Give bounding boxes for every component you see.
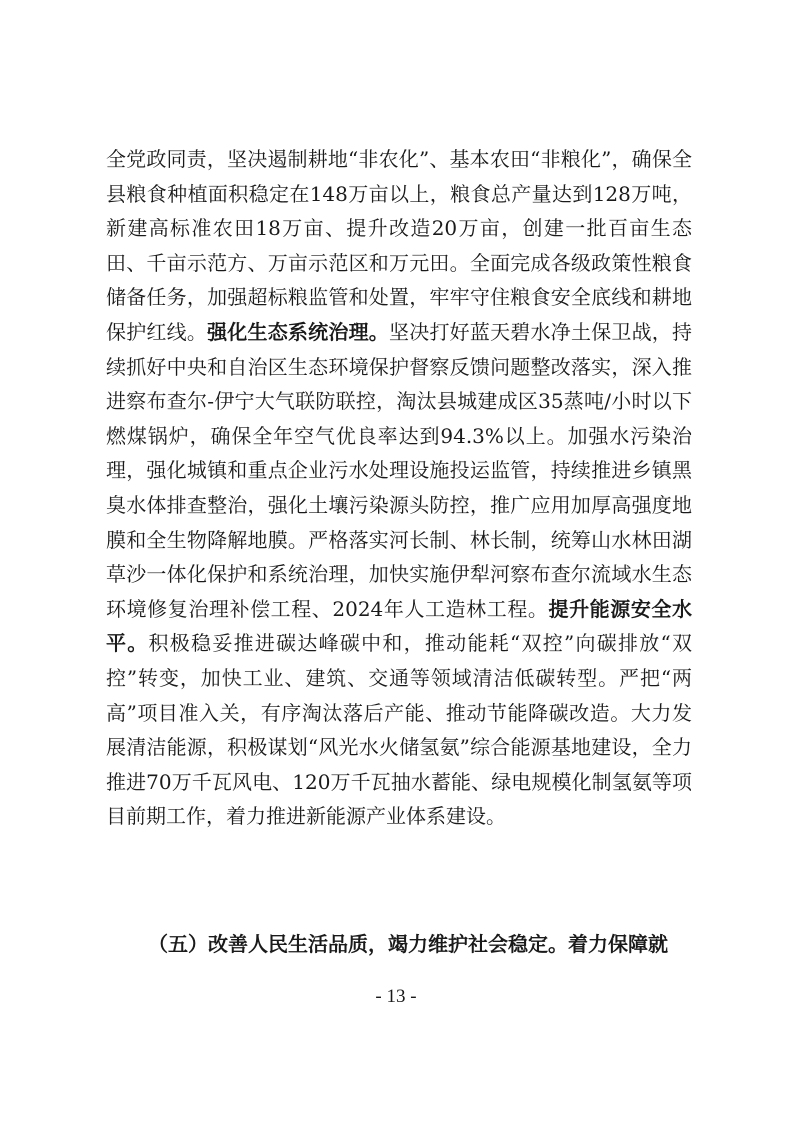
- body-paragraph: [106, 142, 692, 834]
- page-number: - 13 -: [375, 986, 417, 1007]
- paragraph-text: 坚决打好蓝天碧水净土保卫战，持续抓好中央和自治区生态环境保护督察反馈问题整改落实，深入推进察布查尔-伊宁大气联防联控，淘汰县城建成区35蒸吨/小时以下燃煤锅炉，确保全年空气优良率达到94.3%以上。加强水污染治理，强化城镇和重点企业污水处理设施投运监管，持续推进乡镇黑臭水体排查整治，强化土壤污染源头防控，推广应用加厚高强度地膜和全生物降解地膜。严格落实河长制、林长制，统筹山水林田湖草沙一体化保护和系统治理，加快实施伊犁河察布查尔流域水生态环境修复治理补偿工程、2024年人工造林工程。: [106, 319, 693, 621]
- bold-subheading-energy: 提升能源安全水平。: [106, 596, 692, 656]
- bold-subheading-ecology: 强化生态系统治理。: [207, 319, 390, 344]
- paragraph-text: 积极稳妥推进碳达峰碳中和，推动能耗“双控”向碳排放“双控”转变，加快工业、建筑、交通等领域清洁低碳转型。严把“两高”项目准入关，有序淘汰落后产能、推动节能降碳改造。大力发展清洁能源，积极谋划“风光水火储氢氨”综合能源基地建设，全力推进70万千瓦风电、120万千瓦抽水蓄能、绿电规模化制氢氨等项目前期工作，着力推进新能源产业体系建设。: [106, 631, 692, 829]
- paragraph-text: 全党政同责，坚决遏制耕地“非农化”、基本农田“非粮化”，确保全县粮食种植面积稳定在148万亩以上，粮食总产量达到128万吨，新建高标准农田18万亩、提升改造20万亩，创建一批百亩生态田、千亩示范方、万亩示范区和万元田。全面完成各级政策性粮食储备任务，加强超标粮监管和处置，牢牢守住粮食安全底线和耕地保护红线。: [106, 147, 692, 344]
- section-heading: （五）改善人民生活品质，竭力维护社会稳定。着力保障就: [148, 932, 668, 956]
